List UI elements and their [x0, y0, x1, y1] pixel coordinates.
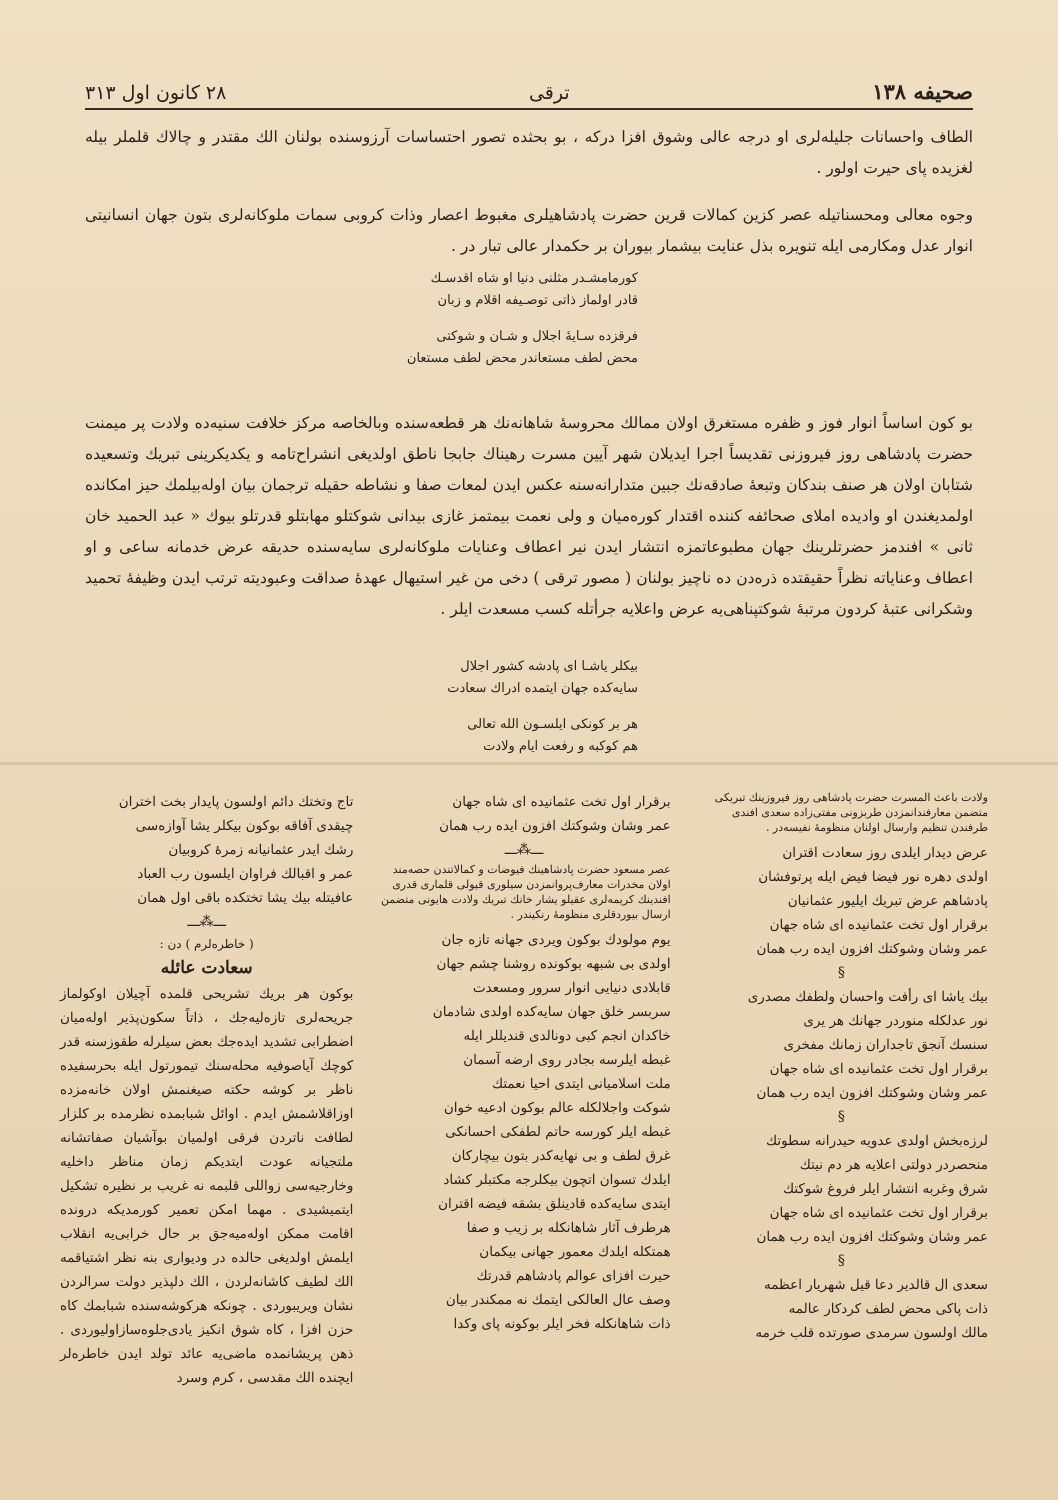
section-separator: ـــ⁂ـــ: [504, 842, 544, 858]
verse-line: سایه‌کده جهان ایتمده ادراك سعادت: [447, 681, 638, 696]
page-fold: [0, 762, 1058, 765]
verse-line: فرقزده سـایهٔ اجلال و شـان و شوکتی: [436, 329, 638, 344]
poem-line: عرض دیدار ایلدی روز سعادت اقتران: [782, 845, 988, 861]
poem-line: ایتدی سایه‌کده قادینلق بشقه فیضه اقتران: [438, 1196, 671, 1212]
page-header: [85, 70, 973, 110]
column-middle: [377, 790, 670, 1410]
paragraph-1: الطاف واحسانات جلیله‌لری او درجه عالی وشوق افزا درکه ، بو بحثده تصور احتساسات آرزوسنده بولنان الك مقتدر و چالاك قلملر بیله لغزیده پای حیرت اولور .: [85, 128, 973, 177]
verse-line: محض لطف مستعاندر محض لطف مستعان: [406, 351, 638, 366]
journal-title: ترقی: [528, 82, 570, 104]
poem-line: عمر وشان وشوکتك افزون ایده رب همان: [756, 1085, 988, 1101]
poem-line: عمر و اقبالك فراوان ایلسون رب العباد: [137, 866, 354, 882]
poem-line: اولدی بی شبهه بوکونده روشنا چشم جهان: [436, 956, 671, 972]
poem-line: شوکت واجلالکله عالم بوکون ادعیه خوان: [443, 1100, 671, 1116]
poem-line: لرزه‌بخش اولدی عدویه حیدرانه سطوتك: [766, 1133, 988, 1149]
poem-line: برقرار اول تخت عثمانیده ای شاه جهان: [769, 1205, 988, 1221]
poem-line: چیقدی آفاقه بوکون بیکلر یشا آوازه‌سی: [135, 818, 354, 834]
poem-line: غبطه ایلر کورسه حاتم لطفکی احسانکی: [445, 1124, 671, 1140]
verse-block-1: [398, 268, 638, 370]
verse-line: قادر اولماز ذاتی توصـیفه اقلام و زبان: [437, 293, 638, 308]
verse-line: هر بر کونکی ایلسـون الله تعالی: [467, 717, 638, 732]
poem-line: شرق وغربه انتشار ایلر فروغ شوکتك: [782, 1181, 988, 1197]
issue-date: ۲۸ کانون اول ۳۱۳: [85, 82, 227, 104]
poem-line: پادشاهم عرض تبریك ایلیور عثمانیان: [787, 893, 988, 909]
poem-line: ملت اسلامیانی ایتدی احیا نعمتك: [491, 1076, 671, 1092]
poem-line: هرطرف آثار شاهانکله بر زیب و صفا: [466, 1220, 671, 1236]
poem-line: عمر وشان وشوکتك افزون ایده رب همان: [439, 818, 671, 834]
poem-intro: عصر مسعود حضرت پادشاهینك فیوضات و کمالاتندن حصه‌مند اولان مخدرات معارف‌پروانمزدن سیلوری قیولی قلماری قدری افندینك کریمه‌لری عقیلو یشار خانك تبریك ولادت هایونی متضمن ارسال بیوردقلری منظومهٔ رنکیندر .: [380, 863, 671, 921]
poem-line: یوم مولودك بوکون ویردی جهانه تازه جان: [441, 932, 671, 948]
stanza-separator: §: [837, 1109, 845, 1125]
three-column-section: [60, 790, 988, 1410]
paragraph-2: وجوه معالی ومحسناتیله عصر کزین کمالات قرین حضرت پادشاهیلری مغبوط اعصار وذات کروبی سمات ملوکانه‌لری بتون جهان انسانیتی انوار عدل ومکارمی ایله تنویره بذل عنایت بیشمار بیوران بر حکمدار عالی تبار در .: [85, 206, 973, 255]
poem-line: همتکله ایلدك معمور جهانی بیکمان: [479, 1244, 671, 1260]
poem-intro: ولادت باعث المسرت حضرت پادشاهی روز فیروزینك تبریکی متضمن معارفندانمزدن طربزونی مفتی‌زاده سعدی افندی طرفندن تنظیم وارسال اولنان منظومهٔ نفیسه‌در .: [714, 791, 988, 834]
poem-line: ذات پاکی محض لطف کردکار عالمه: [788, 1301, 988, 1317]
poem-line: اولدی دهره نور فیضا فیض ایله پرتوفشان: [758, 869, 988, 885]
poem-line: بیك یاشا ای رأفت واحسان ولطفك مصدری: [747, 989, 988, 1005]
verse-line: کورمامشـدر مثلنی دنیا او شاه اقدسـك: [430, 271, 638, 286]
poem-line: تاج وتختك دائم اولسون پایدار بخت اختران: [118, 794, 354, 810]
poem-line: عمر وشان وشوکتك افزون ایده رب همان: [756, 941, 988, 957]
column-left: [60, 790, 353, 1410]
poem-line: نور عدلکله منوردر جهانك هر یری: [803, 1013, 988, 1029]
poem-line: غرق لطف و بی نهایه‌کدر بتون بیچارکان: [451, 1148, 671, 1164]
verse-line: بیکلر یاشـا ای پادشه کشور اجلال: [460, 659, 638, 674]
poem-line: سعدی ال قالدیر دعا قیل شهریار اعظمه: [764, 1277, 988, 1293]
poem-line: خاکدان انجم کبی دونالدی قندیللر ایله: [463, 1028, 671, 1044]
stanza-separator: §: [837, 965, 845, 981]
article-title: سعادت عائله: [160, 958, 253, 978]
article-byline: ( خاطره‌لرم ) دن :: [159, 937, 254, 951]
verse-block-2: [398, 656, 638, 758]
paragraph-3: بو کون اساساً انوار فوز و ظفره مستغرق اولان ممالك محروسهٔ شاهانه‌نك هر قطعه‌سنده وبالخاصه مرکز خلافت سنیه‌ده ولادت پر میمنت حضرت پادشاهی روز فیروزنی تقدیساً اجرا ایدیلان شهر آیین مسرت رهیناك جابجا ناطق اولدیغی انشراح‌تامه و یکدیکرینی تبریك وتسعیده شتابان اولان هر صنف بندکان وتبعهٔ صادقه‌نك جبین متدارانه‌سنه عکس ایدن لمعات صفا و نشاطه حقیله ترجمان بیان اوله‌بیلمك حیز امکانده اولمدیغندن او واديده املای صحائفه کننده اقتدار کوره‌میان و ولی نعمت بیمتمز غازی بیدانی شوکتلو مهابتلو قدرتلو بیوك « عبد الحمید خان ثانی » افندمز حضرتلرینك جهان مطبوعاتمزه انتشار ایدن نیر اعطاف وعنایات ملوکانه‌لری سایه‌سنده حدیقه عرض خدمانه ساعی و او اعطاف وعنایاته نظراً حقیقتده ذره‌دن ده ناچیز بولنان ( مصور ترقی ) دخی من غیر استیهال عهدهٔ صداقت وعبودیته ترتب ایدن وظیفهٔ تحمید وشکرانی عتبهٔ کردون مرتبهٔ شوکتپناهی‌یه عرض واعلایه جرأتله کسب مسعدت ایلر .: [85, 414, 974, 618]
poem-line: ذات شاهانکله فخر ایلر بوکونه پای وکدا: [453, 1316, 671, 1332]
stanza-separator: §: [837, 1253, 845, 1269]
poem-line: منحصردر دولتی اعلایه هر دم نیتك: [799, 1157, 988, 1173]
poem-line: سنسك آنجق تاجداران زمانك مفخری: [783, 1037, 988, 1053]
poem-line: رشك ایدر عثمانیانه زمرهٔ کروبیان: [168, 842, 354, 858]
poem-line: برقرار اول تخت عثمانیده ای شاه جهان: [452, 794, 671, 810]
poem-line: برقرار اول تخت عثمانیده ای شاه جهان: [769, 1061, 988, 1077]
verse-line: هم کوکبه و رفعت ایام ولادت: [483, 739, 638, 754]
poem-line: عمر وشان وشوکتك افزون ایده رب همان: [756, 1229, 988, 1245]
poem-line: عافیتله بیك یشا تختکده باقی اول همان: [137, 890, 354, 906]
column-right: [695, 790, 988, 1410]
poem-line: سربسر خلق جهان سایه‌کده اولدی شادمان: [432, 1004, 671, 1020]
page-number: صحیفه ۱۳۸: [872, 79, 973, 104]
poem-line: غبطه ایلرسه بجادر روی ارضه آسمان: [463, 1052, 671, 1068]
article-body: بوکون هر بریك تشریحی قلمده آچیلان اوکولماز جریحه‌لری تازه‌لیه‌جك ، ذاتاً سکون‌پذیر اوله‌میان اضطرابی تشدید ایده‌جك بعض سیلرله طقوزسنه قدر کوچك آیاصوفیه محله‌سنك تیمورتول ایله بحرسفیده ناظر بر کوشه حکته صیغنمش اولان خانه‌مزده اوزاقلاشمش ایدم . اوائل شبابمده نظرمده بر کلزار لطافت ناتردن فرقی اولمیان بوآشیان صفاتشانه ملتجیانه عودت ایتدیکم زمان مناظر داخلیه وخارجیه‌سی زواللی قلبمه نه غریب بر نظیره تشکیل ایتمیشیدی . مهما امکن تعمیر کورمدیکه درونده اقامت ممکن اوله‌میه‌جق بر حال خرابی‌یه انقلاب ایلمش اولدیغی حالده در ودیواری بنه نظر اشتیاقمه الك لطیف کاشانه‌لردن ، الك دلپذیر دولت سرالردن نشان ویریبوردی . چونکه هرکوشه‌سنده شبابمك کاه حزن افزا ، کاه شوق انکیز یادی‌جلوه‌سازاولیوردی . ذهن پریشانمده ماضی‌یه عائد تولد ایدن خاطره‌لر ایچنده الك مقدسی ، کرم وسرد: [60, 986, 354, 1386]
poem-line: حیرت افزای عوالم پادشاهم قدرتك: [476, 1268, 671, 1284]
section-separator: ـــ⁂ـــ: [187, 914, 226, 930]
poem-line: قابلادی دنیایی انوار سرور ومسعدت: [472, 980, 671, 996]
poem-line: وصف عال العالکی ایتمك نه ممکندر بیان: [445, 1292, 671, 1308]
poem-line: مالك اولسون سرمدی صورتده قلب خرمه: [755, 1325, 988, 1341]
poem-line: برقرار اول تخت عثمانیده ای شاه جهان: [769, 917, 988, 933]
poem-line: ایلدك تسوان اتچون بیکلرجه مکتبلر کشاد: [443, 1172, 671, 1188]
